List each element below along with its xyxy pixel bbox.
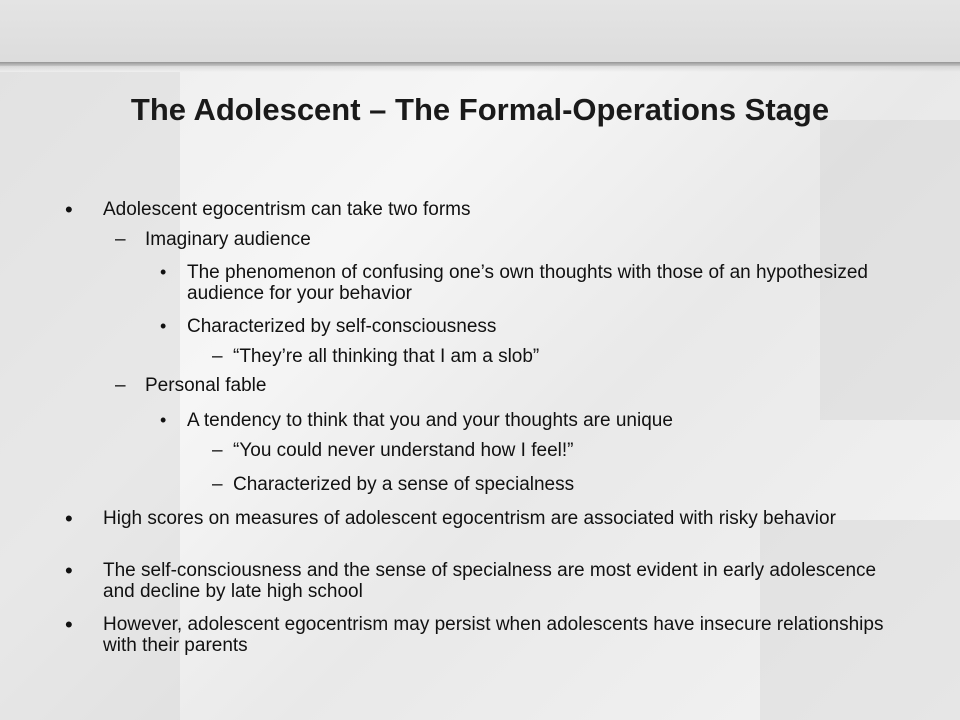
bullet-text: Imaginary audience bbox=[145, 229, 311, 250]
bullet-item bbox=[65, 506, 893, 531]
bullet-item bbox=[160, 316, 887, 337]
bullet-item bbox=[65, 197, 893, 222]
bullet-marker: • bbox=[65, 197, 73, 222]
bullet-marker: – bbox=[212, 346, 223, 367]
bullet-item bbox=[160, 262, 887, 304]
bullet-text: High scores on measures of adolescent egocentrism are associated with risky behavior bbox=[103, 508, 836, 529]
bullet-text: “They’re all thinking that I am a slob” bbox=[233, 346, 540, 367]
header-shadow bbox=[0, 62, 960, 72]
bullet-item bbox=[212, 474, 893, 495]
bullet-marker: – bbox=[115, 229, 126, 250]
bullet-text: Characterized by self-consciousness bbox=[187, 316, 497, 337]
bullet-item bbox=[115, 229, 885, 250]
bullet-text: A tendency to think that you and your thoughts are unique bbox=[187, 410, 673, 431]
bullet-marker: • bbox=[65, 558, 73, 583]
bullet-item bbox=[65, 558, 893, 602]
bullet-text: “You could never understand how I feel!” bbox=[233, 440, 574, 461]
bullet-item bbox=[115, 375, 885, 396]
bullet-marker: – bbox=[212, 474, 223, 495]
bullet-item bbox=[212, 440, 893, 461]
bullet-item bbox=[160, 410, 887, 431]
bullet-text: Characterized by a sense of specialness bbox=[233, 474, 575, 495]
bullet-marker: • bbox=[160, 262, 167, 282]
bullet-marker: • bbox=[160, 410, 167, 430]
bullet-item bbox=[212, 346, 893, 367]
header-band bbox=[0, 0, 960, 66]
bullet-text: However, adolescent egocentrism may persist when adolescents have insecure relationships with their parents bbox=[103, 614, 884, 656]
bullet-marker: • bbox=[65, 506, 73, 531]
bullet-text: Adolescent egocentrism can take two forms bbox=[103, 199, 471, 220]
bullet-marker: • bbox=[65, 612, 73, 637]
slide-title: The Adolescent – The Formal-Operations Stage bbox=[130, 92, 830, 127]
bullet-marker: • bbox=[160, 316, 167, 336]
bullet-text: Personal fable bbox=[145, 375, 267, 396]
bullet-marker: – bbox=[115, 375, 126, 396]
bullet-text: The self-consciousness and the sense of specialness are most evident in early adolescence and decline by late high school bbox=[103, 560, 877, 602]
bullet-marker: – bbox=[212, 440, 223, 461]
bullet-text: The phenomenon of confusing one’s own thoughts with those of an hypothesized audience for your behavior bbox=[187, 262, 868, 304]
bullet-item bbox=[65, 612, 893, 656]
